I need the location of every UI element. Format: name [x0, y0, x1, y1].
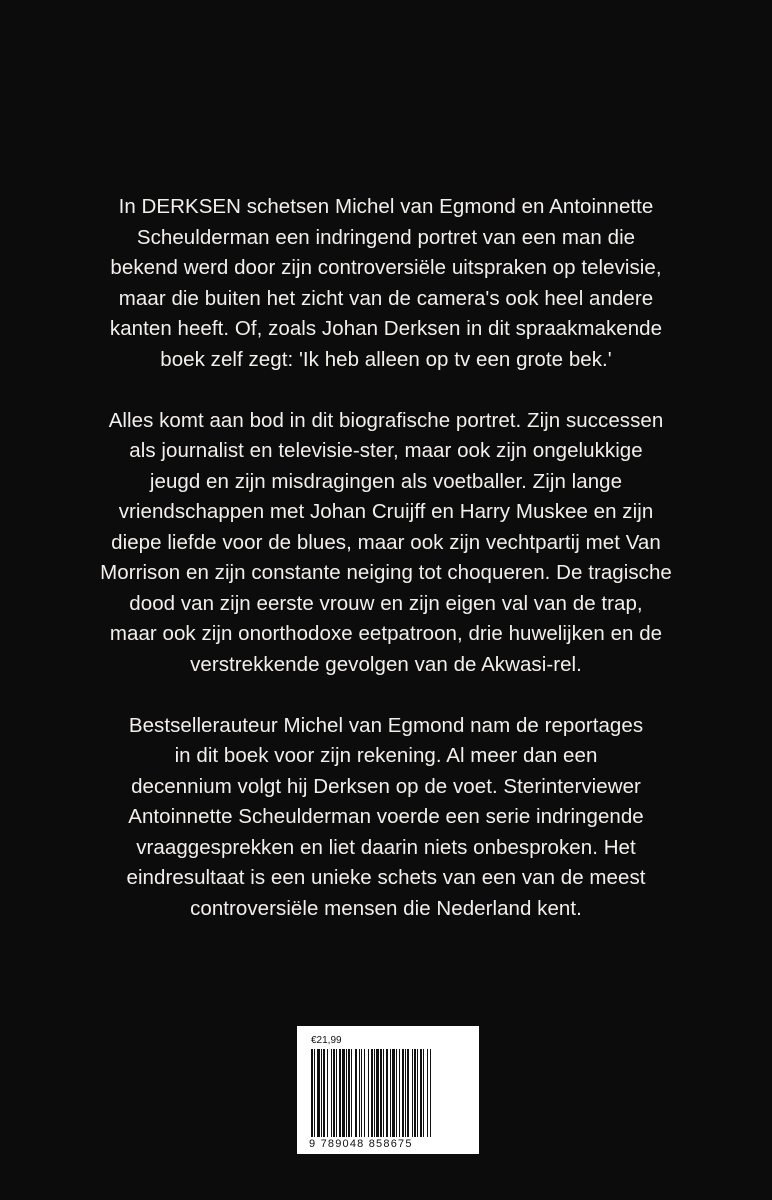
barcode-stripe [383, 1049, 384, 1137]
barcode-stripe [311, 1049, 313, 1137]
price-label: €21,99 [311, 1035, 342, 1046]
barcode-stripe [361, 1049, 362, 1137]
barcode-stripe [333, 1049, 335, 1137]
blurb-line: als journalist en televisie-ster, maar ook zijn ongelukkige [129, 439, 643, 462]
blurb-line: In DERKSEN schetsen Michel van Egmond en Antoinnette [118, 195, 654, 218]
barcode-stripe [402, 1049, 404, 1137]
barcode-stripe [339, 1049, 341, 1137]
barcode-stripe [364, 1049, 365, 1137]
blurb-line: kanten heeft. Of, zoals Johan Derksen in dit spraakmakende [109, 317, 663, 340]
barcode-stripe [390, 1049, 391, 1137]
barcode-stripe [327, 1049, 328, 1137]
barcode-stripe [355, 1049, 357, 1137]
blurb-paragraph-2 [0, 406, 772, 681]
blurb-line: Antoinnette Scheulderman voerde een serie indringende [128, 805, 644, 828]
barcode-stripe [346, 1049, 347, 1137]
blurb-line: vriendschappen met Johan Cruijff en Harry Muskee en zijn [118, 500, 654, 523]
barcode-stripe [368, 1049, 369, 1137]
blurb-line: maar die buiten het zicht van de camera's ook heel andere [118, 286, 654, 310]
blurb-line: verstrekkende gevolgen van de Akwasi-rel. [190, 652, 582, 676]
blurb-line: jeugd en zijn misdragingen als voetballer. Zijn lange [149, 469, 623, 493]
blurb-line: Alles komt aan bod in dit biografische portret. Zijn successen [108, 408, 664, 432]
barcode-stripe [420, 1049, 422, 1137]
isbn-number: 9 789048 858675 [309, 1138, 413, 1150]
barcode-label [297, 1026, 479, 1154]
barcode-stripe [371, 1049, 373, 1137]
barcode-stripe [423, 1049, 424, 1137]
barcode-stripe [314, 1049, 315, 1137]
barcode-stripe [405, 1049, 406, 1137]
blurb-line: Morrison en zijn constante neiging tot choqueren. De tragische [100, 561, 672, 584]
barcode-stripe [348, 1049, 350, 1137]
barcode-stripe [374, 1049, 375, 1137]
barcode-stripe [336, 1049, 337, 1137]
barcode-stripe [412, 1049, 413, 1137]
barcode-stripe [376, 1049, 379, 1137]
blurb-line: in dit boek voor zijn rekening. Al meer dan een [174, 744, 598, 767]
blurb-line: controversiële mensen die Nederland kent. [190, 896, 582, 920]
blurb-line: dood van zijn eerste vrouw en zijn eigen val van de trap, [129, 591, 643, 615]
barcode-stripe [342, 1049, 345, 1137]
blurb-line: diepe liefde voor de blues, maar ook zijn vechtpartij met Van [111, 530, 661, 554]
blurb-text [0, 192, 772, 955]
barcode-stripe [417, 1049, 418, 1137]
barcode-stripe [396, 1049, 397, 1137]
barcode-stripe [351, 1049, 352, 1137]
blurb-line: decennium volgt hij Derksen op de voet. Sterinterviewer [131, 774, 641, 798]
barcode-stripe [427, 1049, 428, 1137]
blurb-paragraph-1 [0, 192, 772, 375]
barcode-stripe [321, 1049, 322, 1137]
blurb-line: bekend werd door zijn controversiële uitspraken op televisie, [110, 256, 662, 279]
barcode-stripe [399, 1049, 400, 1137]
barcode-stripe [430, 1049, 431, 1137]
barcode-stripe [392, 1049, 395, 1137]
barcode-stripe [317, 1049, 320, 1137]
blurb-line: vraaggesprekken en liet daarin niets onbesproken. Het [136, 835, 636, 859]
barcode-stripe [414, 1049, 416, 1137]
blurb-line: Bestsellerauteur Michel van Egmond nam de reportages [128, 713, 644, 737]
barcode-stripe [331, 1049, 332, 1137]
barcode-stripe [359, 1049, 360, 1137]
blurb-line: maar ook zijn onorthodoxe eetpatroon, drie huwelijken en de [109, 622, 663, 645]
barcode-stripe [407, 1049, 409, 1137]
blurb-line: boek zelf zegt: 'Ik heb alleen op tv een grote bek.' [160, 347, 612, 371]
blurb-paragraph-3 [0, 711, 772, 925]
barcode-stripe [380, 1049, 382, 1137]
blurb-line: Scheulderman een indringend portret van een man die [136, 225, 636, 249]
blurb-line: eindresultaat is een unieke schets van een van de meest [126, 866, 646, 889]
barcode-stripe [323, 1049, 325, 1137]
barcode-stripe [386, 1049, 388, 1137]
barcode-graphic [311, 1049, 465, 1137]
